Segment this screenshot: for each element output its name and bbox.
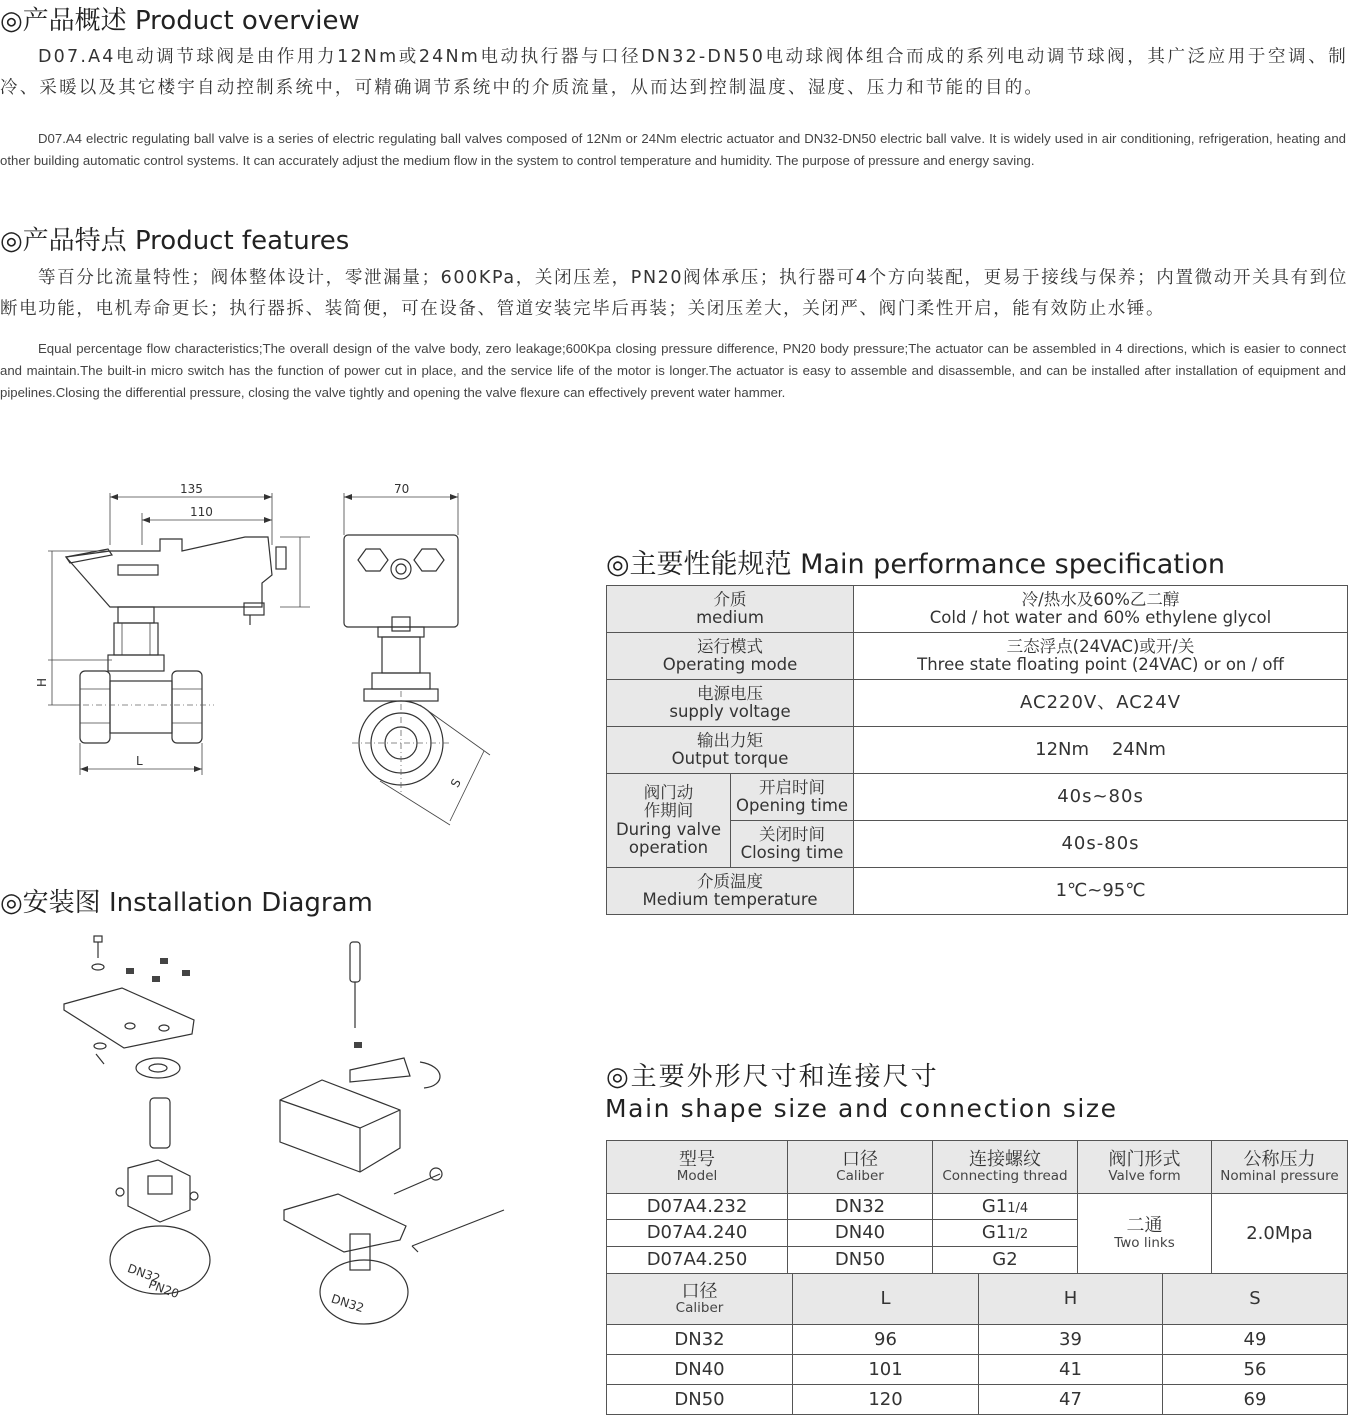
hdr-caliber-cn: 口径 xyxy=(842,1148,878,1170)
features-en-text: Equal percentage flow characteristics;The overall design of the valve body, zero leakage;600Kpa closing pressure difference, PN20 body pressure;The actuator can be assembled in 4 directions, which is easier to connect and maintain.The built-in micro switch has the function of power cut in place, and the service life of the motor is longer.The actuator is easy to assemble and disassemble, and can be installed after installation of equipment and pipelines.Closing the differential pressure, closing the valve tightly and opening the valve flexure can effectively prevent water hammer. xyxy=(0,341,1346,400)
spec-row-voltage xyxy=(607,680,1348,727)
size-table xyxy=(606,1140,1348,1274)
spec-medium-val-cn: 冷/热水及60%乙二醇 xyxy=(1021,589,1180,609)
hdr-caliber-en: Caliber xyxy=(836,1168,884,1185)
row2-caliber: DN50 xyxy=(788,1247,933,1274)
table-row: DN40 101 41 56 xyxy=(607,1355,1348,1385)
row1-model: D07A4.240 xyxy=(607,1220,788,1247)
dim-70-label: 70 xyxy=(394,482,410,496)
spec-medium-val-en: Cold / hot water and 60% ethylene glycol xyxy=(929,608,1272,627)
valve-mark-left: DN32 xyxy=(125,1261,162,1286)
hdr-model-en: Model xyxy=(676,1168,718,1185)
spec-torque-val: 12Nm 24Nm xyxy=(854,727,1348,774)
spec-close-cn: 关闭时间 xyxy=(759,824,825,844)
spec-row-temp xyxy=(607,868,1348,915)
hdr-pressure-en: Nominal pressure xyxy=(1220,1168,1339,1185)
spec-period-cn2: 作期间 xyxy=(643,801,694,821)
spec-voltage-en: supply voltage xyxy=(669,702,791,721)
dim-135-label: 135 xyxy=(180,482,203,496)
features-title: ◎产品特点 Product features xyxy=(0,226,350,256)
hdr-form-en: Valve form xyxy=(1108,1168,1181,1185)
front-view-drawing xyxy=(344,482,490,825)
spec-open-en: Opening time xyxy=(735,796,849,815)
hdr-thread-cn: 连接螺纹 xyxy=(969,1148,1041,1170)
spec-table xyxy=(606,585,1348,915)
spec-voltage-val: AC220V、AC24V xyxy=(854,680,1348,727)
table-row: DN50 120 47 69 xyxy=(607,1385,1348,1415)
spec-mode-cn: 运行模式 xyxy=(697,636,763,656)
valve-mark-left-2: PN20 xyxy=(146,1277,181,1302)
spec-row-open xyxy=(607,774,1348,821)
nominal-pressure: 2.0Mpa xyxy=(1212,1194,1348,1274)
row1-caliber: DN40 xyxy=(788,1220,933,1247)
hdr-pressure-cn: 公称压力 xyxy=(1243,1148,1316,1170)
size-title-en: Main shape size and connection size xyxy=(605,1094,1118,1123)
overview-cn-text: D07.A4电动调节球阀是由作用力12Nm或24Nm电动执行器与口径DN32-DN50电动球阀体组合而成的系列电动调节球阀，其广泛应用于空调、制冷、采暖以及其它楼宇自动控制系统中，可精确调节系统中的介质流量，从而达到控制温度、湿度、压力和节能的目的。 xyxy=(0,47,1348,98)
installation-diagram xyxy=(60,930,530,1330)
spec-mode-val-en: Three state floating point (24VAC) or on / off xyxy=(917,655,1284,674)
features-cn-text: 等百分比流量特性；阀体整体设计，零泄漏量；600KPa，关闭压差，PN20阀体承压；执行器可4个方向装配，更易于接线与保养；内置微动开关具有到位断电功能，电机寿命更长；执行器拆、装简便，可在设备、管道安装完毕后再装；关闭压差大，关闭严、阀门柔性开启，能有效防止水锤。 xyxy=(0,268,1348,319)
spec-open-val: 40s~80s xyxy=(854,774,1348,821)
spec-voltage-cn: 电源电压 xyxy=(697,683,763,703)
exploded-view-right xyxy=(280,942,504,1324)
hdr-thread-en: Connecting thread xyxy=(942,1168,1068,1185)
dim-hdr-h: H xyxy=(979,1274,1163,1325)
spec-period-cn1: 阀门动 xyxy=(643,783,694,803)
spec-period-en2: operation xyxy=(628,837,709,857)
row2-model: D07A4.250 xyxy=(607,1247,788,1274)
overview-title: ◎产品概述 Product overview xyxy=(0,6,360,36)
label-s: S xyxy=(447,776,464,790)
spec-row-mode xyxy=(607,633,1348,680)
spec-close-en: Closing time xyxy=(740,843,844,862)
spec-temp-val: 1℃~95℃ xyxy=(854,868,1348,915)
row0-caliber: DN32 xyxy=(788,1194,933,1220)
label-l: L xyxy=(136,754,143,768)
table-row xyxy=(607,1194,1348,1220)
dimension-drawing xyxy=(0,475,520,835)
size-title-cn: ◎主要外形尺寸和连接尺寸 xyxy=(606,1062,939,1092)
overview-en-text: D07.A4 electric regulating ball valve is a series of electric regulating ball valves composed of 12Nm or 24Nm electric actuator and DN32-DN50 electric ball valve. It is widely used in air conditioning, refrigeration, heating and other building automatic control systems. It can accurately adjust the medium flow in the system to control temperature and humidity. The purpose of pressure and energy saving. xyxy=(0,131,1346,168)
size-header-row xyxy=(607,1141,1348,1194)
dim-hdr-caliber-cn: 口径 xyxy=(681,1280,718,1302)
spec-medium-cn: 介质 xyxy=(713,589,747,609)
install-title: ◎安装图 Installation Diagram xyxy=(0,888,373,918)
spec-period-en1: During valve xyxy=(615,819,722,839)
spec-row-torque xyxy=(607,727,1348,774)
spec-temp-en: Medium temperature xyxy=(642,890,818,909)
valve-mark-right: DN32 xyxy=(329,1291,366,1316)
hdr-model-cn: 型号 xyxy=(679,1148,715,1170)
table-row: DN32 96 39 49 xyxy=(607,1325,1348,1355)
exploded-view-left xyxy=(64,936,210,1301)
spec-close-val: 40s-80s xyxy=(854,821,1348,868)
dim-hdr-caliber-en: Caliber xyxy=(675,1300,724,1317)
row1-thread: G11/2 xyxy=(933,1220,1078,1247)
valve-form-en: Two links xyxy=(1114,1234,1175,1251)
dimension-table xyxy=(606,1273,1348,1415)
dim-hdr-l: L xyxy=(793,1274,979,1325)
row2-thread: G2 xyxy=(933,1247,1078,1274)
valve-form-cn: 二通 xyxy=(1126,1215,1163,1237)
row0-model: D07A4.232 xyxy=(607,1194,788,1220)
spec-row-medium xyxy=(607,586,1348,633)
spec-mode-en: Operating mode xyxy=(662,655,798,674)
side-view-drawing xyxy=(35,482,310,775)
spec-torque-en: Output torque xyxy=(671,749,789,768)
label-h: H xyxy=(35,677,49,687)
spec-title: ◎主要性能规范 Main performance specification xyxy=(606,549,1225,580)
spec-torque-cn: 输出力矩 xyxy=(697,730,763,750)
hdr-form-cn: 阀门形式 xyxy=(1108,1148,1181,1170)
dim-hdr-s: S xyxy=(1163,1274,1348,1325)
dimension-header-row xyxy=(607,1274,1348,1325)
spec-mode-val-cn: 三态浮点(24VAC)或开/关 xyxy=(1006,636,1195,656)
spec-temp-cn: 介质温度 xyxy=(697,871,763,891)
spec-medium-en: medium xyxy=(696,608,764,627)
spec-open-cn: 开启时间 xyxy=(759,777,825,797)
dim-110-label: 110 xyxy=(190,505,213,519)
row0-thread: G11/4 xyxy=(933,1194,1078,1220)
